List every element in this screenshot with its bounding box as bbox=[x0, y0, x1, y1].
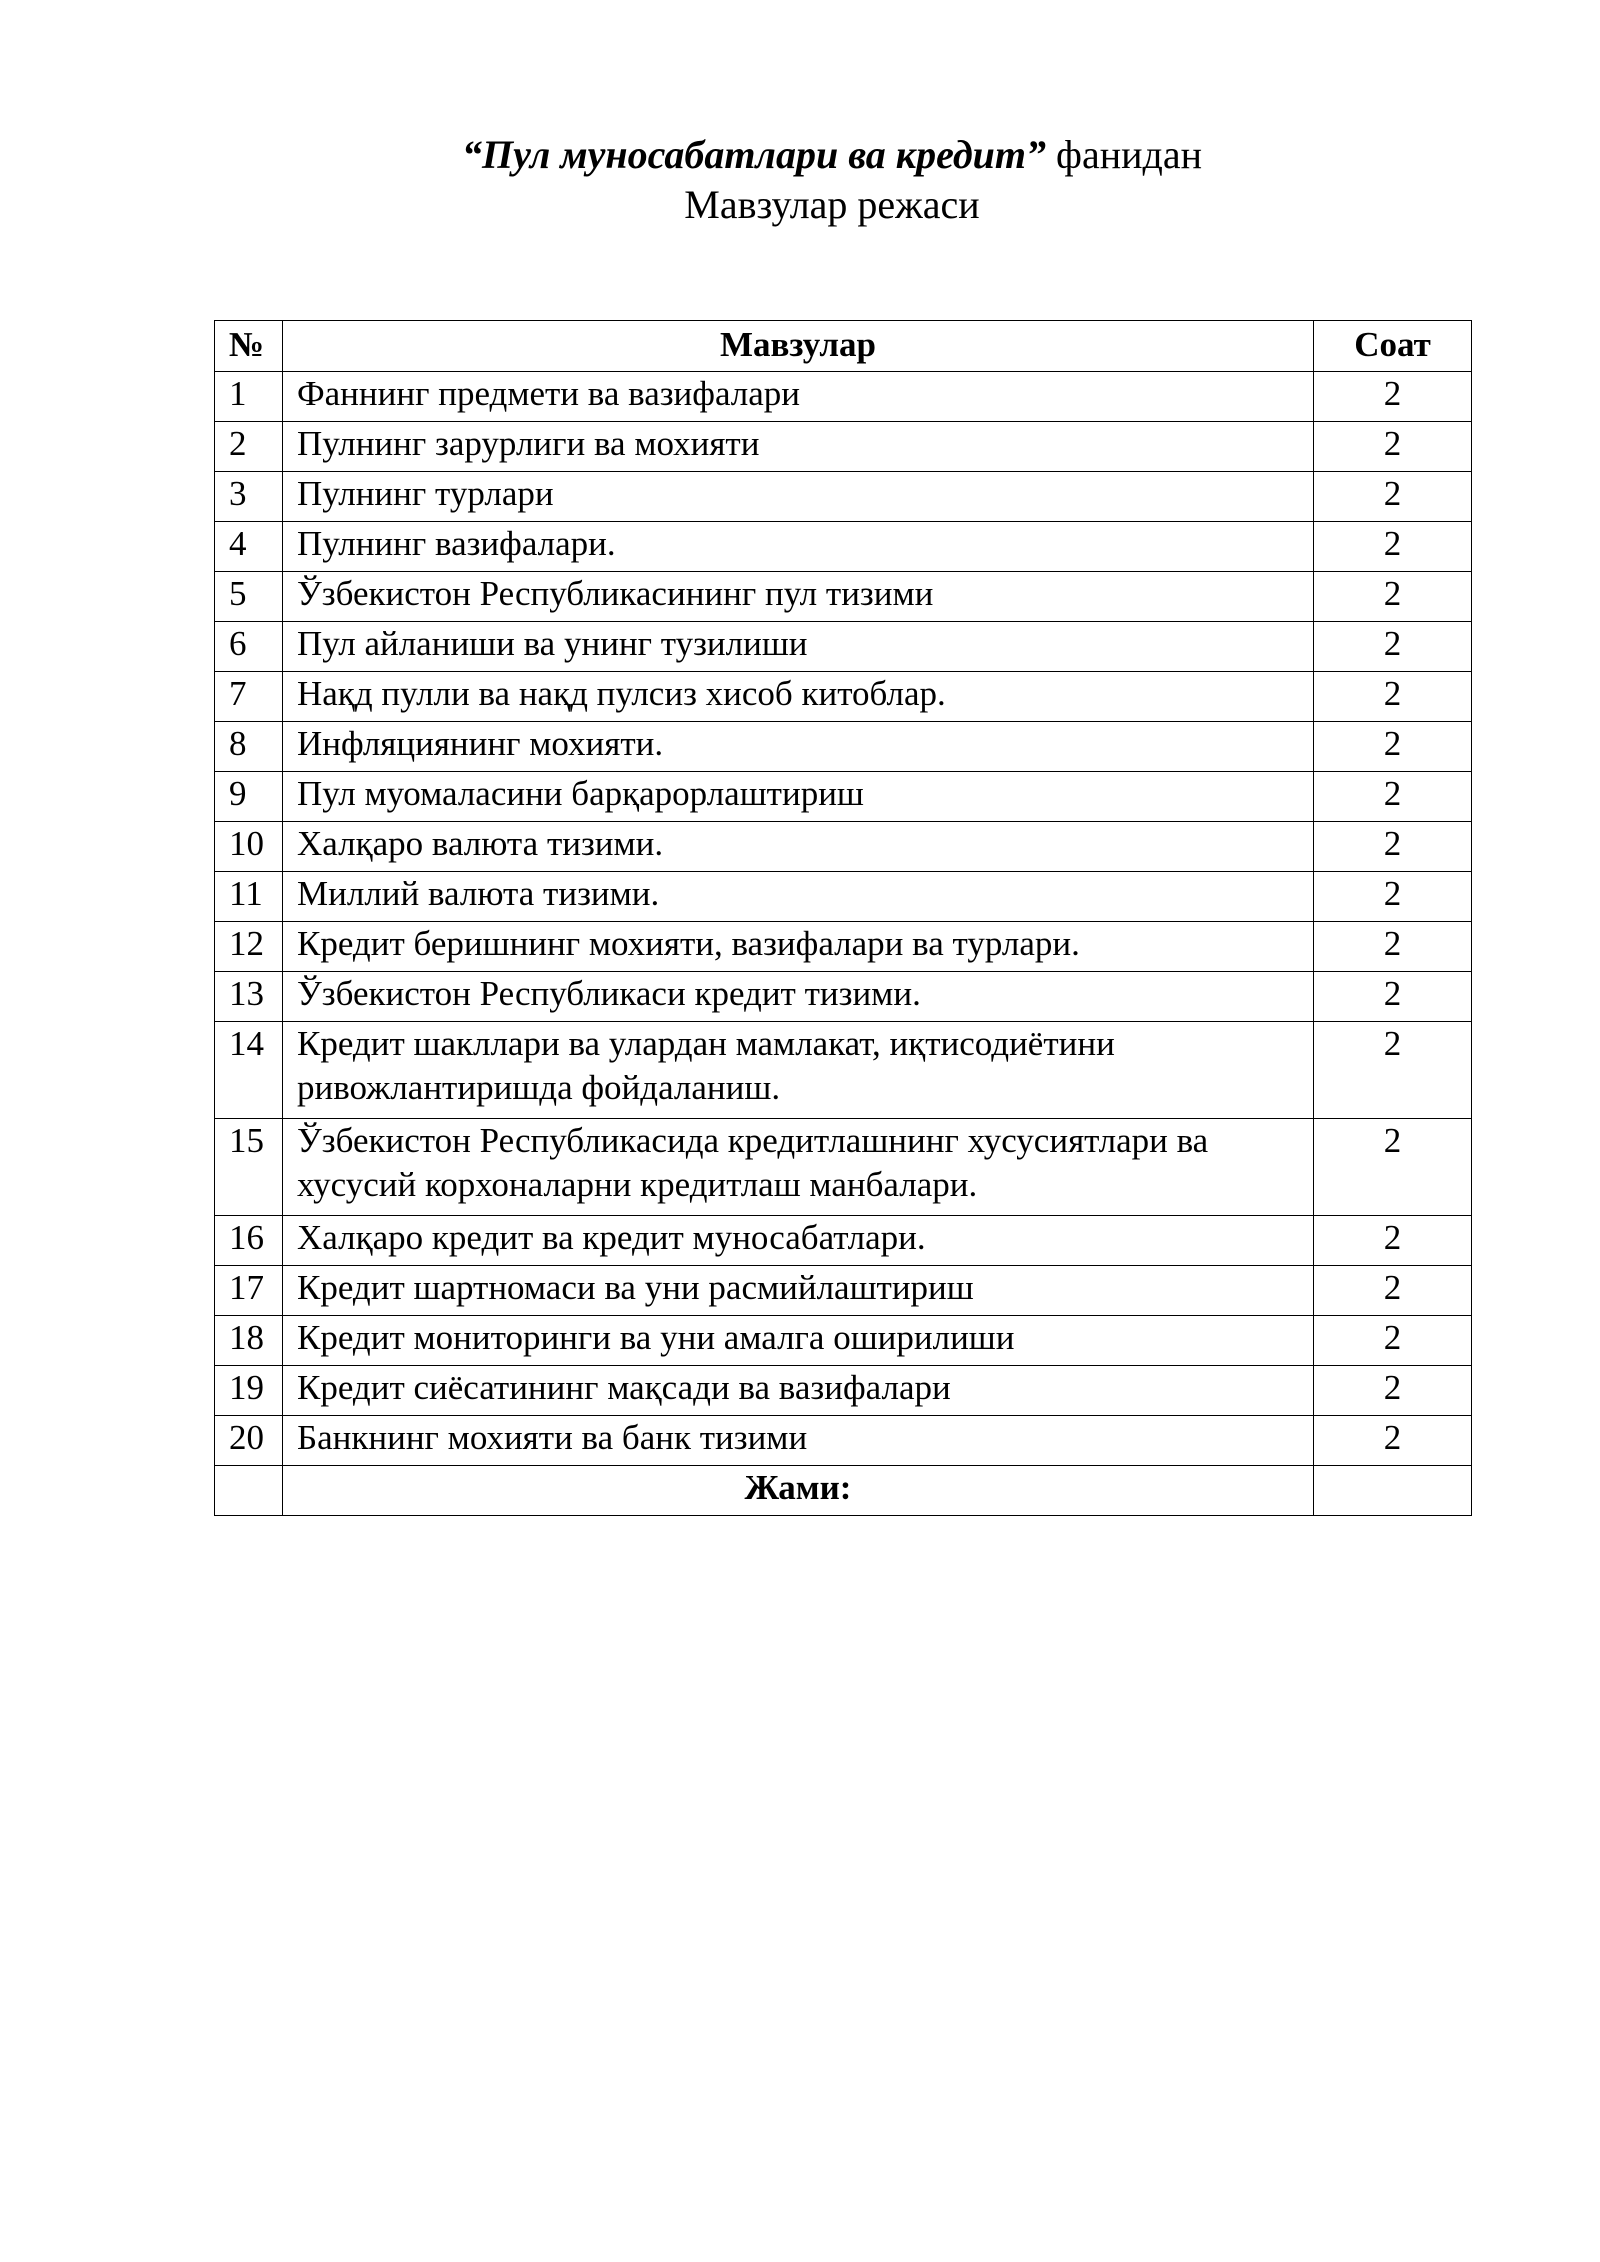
row-hours: 2 bbox=[1314, 1316, 1472, 1366]
row-number: 9 bbox=[215, 772, 283, 822]
row-hours: 2 bbox=[1314, 1366, 1472, 1416]
row-topic: Пулнинг зарурлиги ва мохияти bbox=[283, 422, 1314, 472]
row-topic: Пулнинг вазифалари. bbox=[283, 522, 1314, 572]
table-row bbox=[215, 1416, 1472, 1466]
table-row bbox=[215, 1316, 1472, 1366]
table-row bbox=[215, 1216, 1472, 1266]
table-row bbox=[215, 422, 1472, 472]
table-row bbox=[215, 672, 1472, 722]
row-hours: 2 bbox=[1314, 872, 1472, 922]
row-number: 18 bbox=[215, 1316, 283, 1366]
row-topic: Кредит беришнинг мохияти, вазифалари ва турлари. bbox=[283, 922, 1314, 972]
table-row bbox=[215, 622, 1472, 672]
row-hours: 2 bbox=[1314, 472, 1472, 522]
row-hours: 2 bbox=[1314, 622, 1472, 672]
row-hours: 2 bbox=[1314, 1416, 1472, 1466]
document-subtitle: Мавзулар режаси bbox=[684, 182, 980, 227]
row-number: 7 bbox=[215, 672, 283, 722]
table-row bbox=[215, 1022, 1472, 1119]
table-row bbox=[215, 722, 1472, 772]
row-hours: 2 bbox=[1314, 1216, 1472, 1266]
row-hours: 2 bbox=[1314, 772, 1472, 822]
table-row bbox=[215, 572, 1472, 622]
table-row bbox=[215, 872, 1472, 922]
table-row bbox=[215, 922, 1472, 972]
row-number: 16 bbox=[215, 1216, 283, 1266]
row-hours: 2 bbox=[1314, 422, 1472, 472]
row-number: 15 bbox=[215, 1119, 283, 1216]
table-row bbox=[215, 372, 1472, 422]
header-hours: Соат bbox=[1314, 321, 1472, 372]
row-number: 19 bbox=[215, 1366, 283, 1416]
title-suffix: фанидан bbox=[1046, 132, 1203, 177]
row-topic: Пул муомаласини барқарорлаштириш bbox=[283, 772, 1314, 822]
course-name: “Пул муносабатлари ва кредит” bbox=[461, 132, 1047, 177]
table-row bbox=[215, 522, 1472, 572]
row-number: 11 bbox=[215, 872, 283, 922]
row-number: 10 bbox=[215, 822, 283, 872]
row-hours: 2 bbox=[1314, 1022, 1472, 1119]
total-label: Жами: bbox=[283, 1466, 1314, 1516]
total-hours-cell bbox=[1314, 1466, 1472, 1516]
row-number: 13 bbox=[215, 972, 283, 1022]
row-number: 20 bbox=[215, 1416, 283, 1466]
table-row bbox=[215, 972, 1472, 1022]
row-number: 2 bbox=[215, 422, 283, 472]
table-body bbox=[215, 372, 1472, 1466]
table-row bbox=[215, 822, 1472, 872]
row-number: 17 bbox=[215, 1266, 283, 1316]
row-number: 5 bbox=[215, 572, 283, 622]
table-row bbox=[215, 1366, 1472, 1416]
row-hours: 2 bbox=[1314, 922, 1472, 972]
row-topic: Фаннинг предмети ва вазифалари bbox=[283, 372, 1314, 422]
row-topic: Пулнинг турлари bbox=[283, 472, 1314, 522]
row-number: 14 bbox=[215, 1022, 283, 1119]
table-header-row bbox=[215, 321, 1472, 372]
header-number: № bbox=[215, 321, 283, 372]
topics-table bbox=[214, 320, 1472, 1516]
header-topic: Мавзулар bbox=[283, 321, 1314, 372]
row-topic: Халқаро кредит ва кредит муносабатлари. bbox=[283, 1216, 1314, 1266]
row-topic: Нақд пулли ва нақд пулсиз хисоб китоблар. bbox=[283, 672, 1314, 722]
row-hours: 2 bbox=[1314, 972, 1472, 1022]
row-topic: Ўзбекистон Республикасининг пул тизими bbox=[283, 572, 1314, 622]
row-topic: Инфляциянинг мохияти. bbox=[283, 722, 1314, 772]
row-topic: Пул айланиши ва унинг тузилиши bbox=[283, 622, 1314, 672]
row-hours: 2 bbox=[1314, 822, 1472, 872]
row-topic: Миллий валюта тизими. bbox=[283, 872, 1314, 922]
row-topic: Кредит сиёсатининг мақсади ва вазифалари bbox=[283, 1366, 1314, 1416]
row-hours: 2 bbox=[1314, 522, 1472, 572]
table-row bbox=[215, 772, 1472, 822]
row-topic: Кредит шартномаси ва уни расмийлаштириш bbox=[283, 1266, 1314, 1316]
row-topic: Ўзбекистон Республикасида кредитлашнинг хусусиятлари ва хусусий корхоналарни кредитлаш манбалари. bbox=[283, 1119, 1314, 1216]
row-hours: 2 bbox=[1314, 372, 1472, 422]
row-hours: 2 bbox=[1314, 1119, 1472, 1216]
row-number: 1 bbox=[215, 372, 283, 422]
row-number: 3 bbox=[215, 472, 283, 522]
document-title bbox=[0, 130, 1600, 180]
total-row bbox=[215, 1466, 1472, 1516]
row-topic: Кредит шакллари ва улардан мамлакат, иқтисодиётини ривожлантиришда фойдаланиш. bbox=[283, 1022, 1314, 1119]
table-row bbox=[215, 472, 1472, 522]
row-hours: 2 bbox=[1314, 1266, 1472, 1316]
row-number: 4 bbox=[215, 522, 283, 572]
row-hours: 2 bbox=[1314, 672, 1472, 722]
row-topic: Банкнинг мохияти ва банк тизими bbox=[283, 1416, 1314, 1466]
row-number: 6 bbox=[215, 622, 283, 672]
row-topic: Кредит мониторинги ва уни амалга оширилиши bbox=[283, 1316, 1314, 1366]
document-header bbox=[0, 130, 1600, 230]
row-hours: 2 bbox=[1314, 572, 1472, 622]
row-topic: Халқаро валюта тизими. bbox=[283, 822, 1314, 872]
row-number: 12 bbox=[215, 922, 283, 972]
total-number-cell bbox=[215, 1466, 283, 1516]
row-number: 8 bbox=[215, 722, 283, 772]
row-topic: Ўзбекистон Республикаси кредит тизими. bbox=[283, 972, 1314, 1022]
row-hours: 2 bbox=[1314, 722, 1472, 772]
table-row bbox=[215, 1119, 1472, 1216]
table-row bbox=[215, 1266, 1472, 1316]
